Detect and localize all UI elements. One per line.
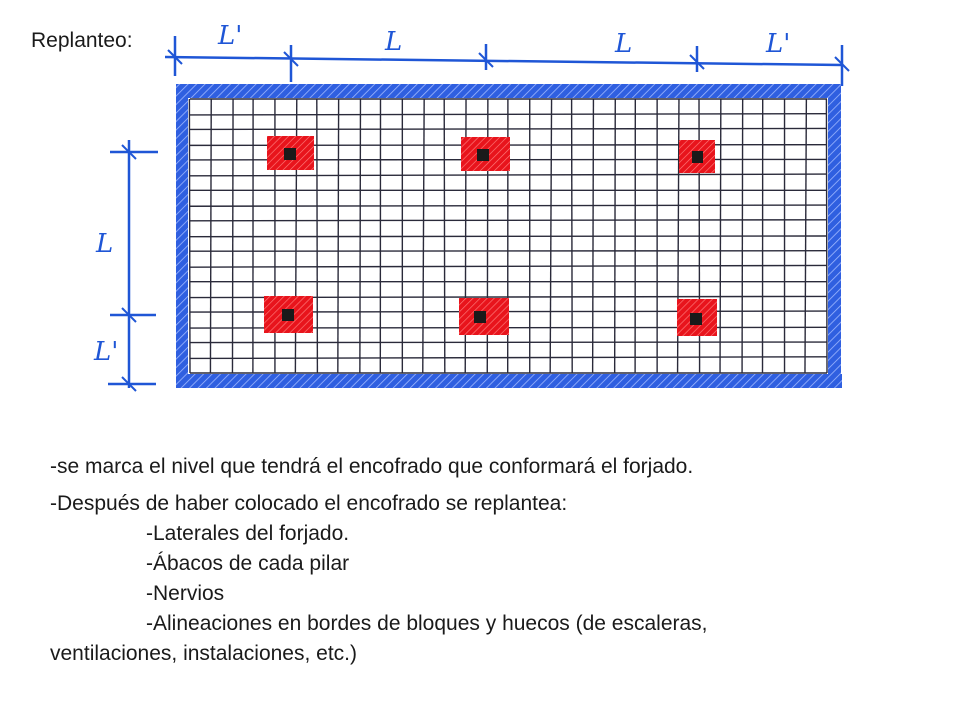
- column-capital: [264, 296, 313, 333]
- dim-label-top-1: L': [218, 21, 243, 51]
- rib-line-horizontal: [190, 342, 827, 343]
- column-capital: [677, 299, 717, 336]
- dim-label-left-1: L: [96, 229, 114, 259]
- note-item: -Alineaciones en bordes de bloques y huecos (de escaleras,: [146, 612, 708, 635]
- rib-line-horizontal: [190, 357, 827, 359]
- column-capital: [459, 298, 509, 335]
- dim-label-top-4: L': [766, 29, 791, 59]
- rib-line-horizontal: [190, 220, 827, 221]
- rib-line-vertical: [189, 99, 190, 373]
- page-title: Replanteo:: [31, 29, 133, 52]
- rib-line-horizontal: [190, 251, 827, 252]
- dim-label-top-3: L: [615, 29, 633, 59]
- rib-line-horizontal: [190, 205, 827, 206]
- note-item: -Ábacos de cada pilar: [146, 552, 350, 575]
- rib-line-horizontal: [190, 114, 827, 115]
- dim-label-top-2: L: [385, 27, 403, 57]
- dim-label-left-2: L': [94, 337, 119, 367]
- note-item: -Laterales del forjado.: [146, 522, 350, 545]
- description-text: [50, 452, 940, 669]
- note-line: -Después de haber colocado el encofrado se replantea:: [50, 492, 568, 515]
- top-dimension-line: [165, 36, 849, 86]
- note-item: -Nervios: [146, 582, 225, 605]
- note-line: -se marca el nivel que tendrá el encofrado que conformará el forjado.: [50, 455, 694, 478]
- rib-line-horizontal: [190, 174, 827, 176]
- column-capital: [679, 140, 715, 173]
- note-line: ventilaciones, instalaciones, etc.): [50, 642, 357, 665]
- rib-line-horizontal: [190, 265, 827, 267]
- column-capital: [267, 136, 314, 170]
- rib-line-horizontal: [190, 236, 827, 237]
- column-capital: [461, 137, 510, 171]
- rib-line-horizontal: [190, 128, 827, 129]
